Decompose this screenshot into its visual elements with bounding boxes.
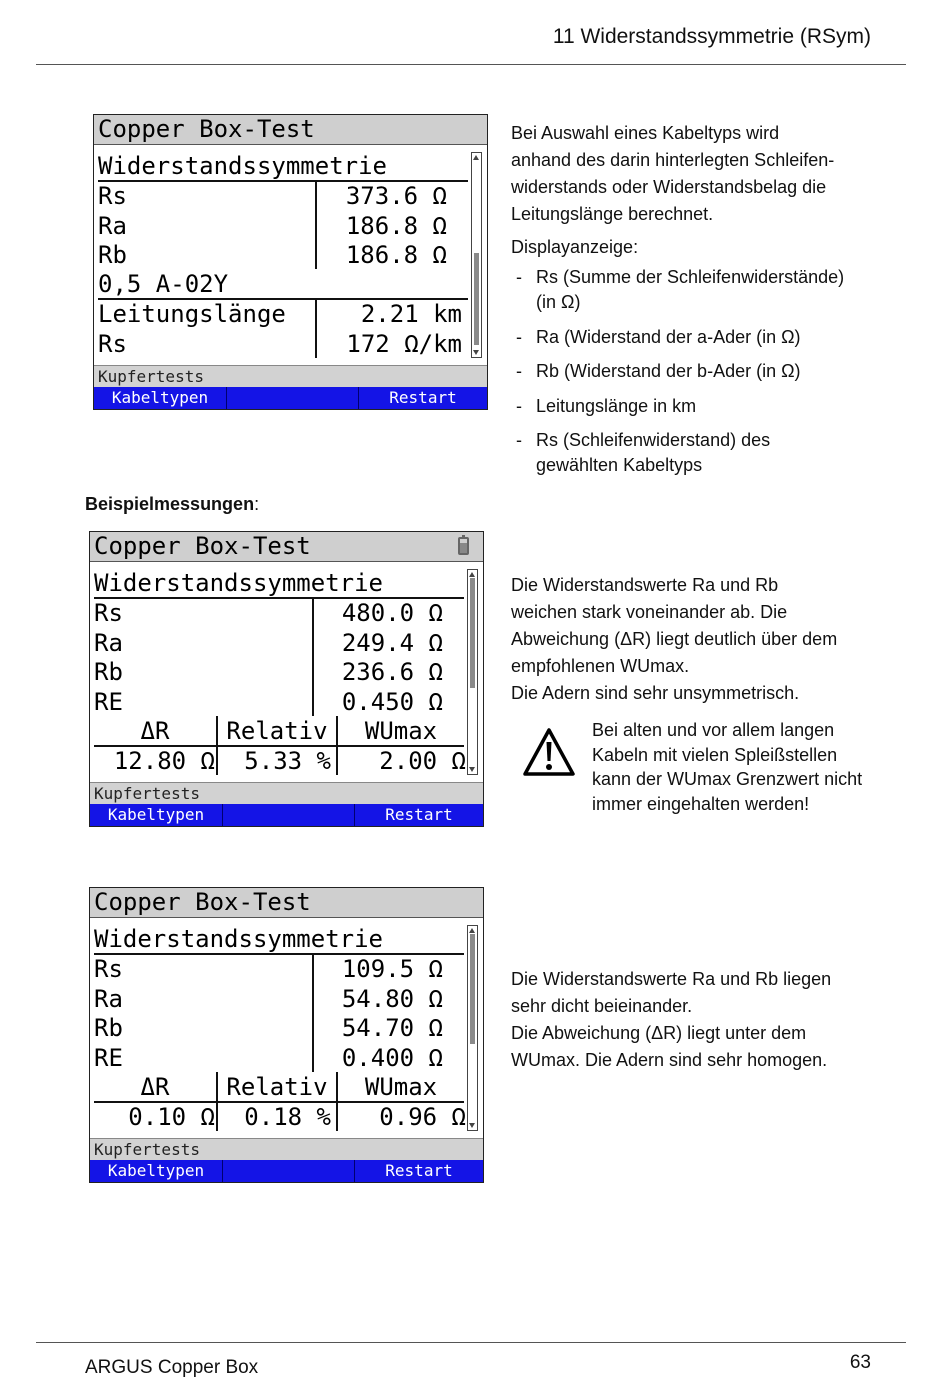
column-divider xyxy=(312,954,314,1072)
table-value-wumax: 0.96 Ω xyxy=(379,1103,466,1131)
list-item xyxy=(516,359,801,384)
screen-title-bar xyxy=(90,532,483,562)
footer-product-name: ARGUS Copper Box xyxy=(85,1357,259,1378)
row-label-ra: Ra xyxy=(94,985,123,1013)
row-label-ra: Ra xyxy=(94,629,123,657)
softkey-empty xyxy=(222,804,354,826)
row-value-rs: 480.0 Ω xyxy=(341,599,443,627)
scroll-up-arrow-icon xyxy=(469,572,475,577)
scrollbar-thumb[interactable] xyxy=(470,578,475,688)
row-label-rb: Rb xyxy=(94,658,123,686)
text-line: Kabeln mit vielen Spleißstellen xyxy=(592,744,838,765)
examples-heading xyxy=(85,491,259,518)
table-value-delta-r: 0.10 Ω xyxy=(128,1103,215,1131)
text-line: Die Widerstandswerte Ra und Rb xyxy=(511,575,779,595)
list-item-text: Leitungslänge in km xyxy=(536,396,697,416)
text-line: immer eingehalten werden! xyxy=(592,794,810,815)
page-number: 63 xyxy=(849,1352,871,1373)
list-marker: - xyxy=(516,396,522,416)
table-header-wumax: WUmax xyxy=(364,717,438,745)
list-item xyxy=(516,265,844,315)
list-item-text: (in Ω) xyxy=(536,292,581,312)
table-value-delta-r: 12.80 Ω xyxy=(113,747,215,775)
example-2-paragraph xyxy=(511,966,831,1074)
list-item-text: Rs (Summe der Schleifenwiderstände) xyxy=(536,267,845,287)
row-value-ra: 186.8 Ω xyxy=(345,212,447,240)
list-item xyxy=(516,325,801,350)
row-value-re: 0.400 Ω xyxy=(341,1044,443,1072)
row-label-rs: Rs xyxy=(94,599,123,627)
softkey-empty xyxy=(222,1160,354,1182)
row-label-rs: Rs xyxy=(94,955,123,983)
table-value-relativ: 0.18 % xyxy=(244,1103,331,1131)
text-line: sehr dicht beieinander. xyxy=(511,996,693,1016)
table-value-relativ: 5.33 % xyxy=(244,747,331,775)
list-item xyxy=(516,394,696,419)
status-text: Kupfertests xyxy=(94,784,200,803)
row-value-rb: 186.8 Ω xyxy=(345,241,447,269)
measurement-heading: Widerstandssymmetrie xyxy=(94,925,383,953)
list-item-text: gewählten Kabeltyps xyxy=(536,455,703,475)
row-label-rb: Rb xyxy=(98,241,127,269)
softkey-kabeltypen[interactable]: Kabeltypen xyxy=(107,805,205,824)
status-text: Kupfertests xyxy=(94,1140,200,1159)
examples-heading-colon: : xyxy=(254,494,260,514)
text-line: Leitungslänge berechnet. xyxy=(511,204,714,224)
softkey-empty xyxy=(226,387,358,409)
text-line: Bei Auswahl eines Kabeltyps wird xyxy=(511,123,780,143)
intro-paragraph xyxy=(511,120,834,228)
table-header-delta-r: ΔR xyxy=(140,1073,170,1101)
scroll-up-arrow-icon xyxy=(473,155,479,160)
row-label-rs: Rs xyxy=(98,182,127,210)
scrollbar-thumb[interactable] xyxy=(474,253,479,345)
scrollbar[interactable] xyxy=(467,925,478,1131)
row-label-length: Leitungslänge xyxy=(98,300,286,328)
text-line: kann der WUmax Grenzwert nicht xyxy=(592,769,863,790)
scroll-down-arrow-icon xyxy=(473,350,479,355)
screen-title-bar xyxy=(90,888,483,918)
row-label-ra: Ra xyxy=(98,212,127,240)
scroll-up-arrow-icon xyxy=(469,928,475,933)
list-marker: - xyxy=(516,361,522,381)
softkey-bar xyxy=(90,804,483,826)
warning-text xyxy=(592,718,862,817)
device-screen-example-unsymmetric xyxy=(89,531,484,827)
scroll-down-arrow-icon xyxy=(469,1123,475,1128)
table-value-wumax: 2.00 Ω xyxy=(379,747,466,775)
text-line: widerstands oder Widerstandsbelag die xyxy=(511,177,827,197)
cable-type: 0,5 A-02Y xyxy=(98,270,229,298)
row-value-ra: 249.4 Ω xyxy=(341,629,443,657)
text-line: Bei alten und vor allem langen xyxy=(592,720,835,740)
example-1-paragraph xyxy=(511,572,837,707)
measurement-heading: Widerstandssymmetrie xyxy=(94,569,383,597)
examples-heading-text: Beispielmessungen xyxy=(85,494,255,514)
row-value-rb: 54.70 Ω xyxy=(341,1014,443,1042)
list-marker: - xyxy=(516,327,522,347)
warning-triangle-icon xyxy=(522,727,576,778)
text-line: weichen stark voneinander ab. Die xyxy=(511,602,788,622)
screen-title-bar xyxy=(94,115,487,145)
softkey-kabeltypen[interactable]: Kabeltypen xyxy=(107,1161,205,1180)
status-bar xyxy=(94,365,487,387)
display-list-label: Displayanzeige: xyxy=(511,237,639,257)
scrollbar[interactable] xyxy=(471,152,482,358)
footer-rule xyxy=(36,1342,906,1343)
column-divider xyxy=(312,598,314,716)
row-value-rs: 109.5 Ω xyxy=(341,955,443,983)
row-label-re: RE xyxy=(94,688,123,716)
status-text: Kupfertests xyxy=(98,367,204,386)
scroll-down-arrow-icon xyxy=(469,767,475,772)
text-line: Die Abweichung (ΔR) liegt unter dem xyxy=(511,1023,807,1043)
measurement-heading: Widerstandssymmetrie xyxy=(98,152,387,180)
device-screen-cable-length xyxy=(93,114,488,410)
list-marker: - xyxy=(516,267,522,287)
list-marker: - xyxy=(516,430,522,450)
scrollbar-thumb[interactable] xyxy=(470,934,475,1044)
softkey-kabeltypen[interactable]: Kabeltypen xyxy=(111,388,209,407)
display-list-label-block xyxy=(511,234,638,261)
status-bar xyxy=(90,782,483,804)
row-value-rb: 236.6 Ω xyxy=(341,658,443,686)
screen-title: Copper Box-Test xyxy=(94,532,311,560)
table-header-relativ: Relativ xyxy=(226,717,328,745)
row-value-length: 2.21 km xyxy=(360,300,462,328)
list-item xyxy=(516,428,770,478)
scrollbar[interactable] xyxy=(467,569,478,775)
row-label-re: RE xyxy=(94,1044,123,1072)
softkey-restart[interactable]: Restart xyxy=(354,1160,483,1182)
text-line: anhand des darin hinterlegten Schleifen- xyxy=(511,150,835,170)
row-label-rs-per-km: Rs xyxy=(98,330,127,358)
row-value-rs-per-km: 172 Ω/km xyxy=(346,330,462,358)
row-value-rs: 373.6 Ω xyxy=(345,182,447,210)
device-screen-example-homogeneous xyxy=(89,887,484,1183)
row-value-re: 0.450 Ω xyxy=(341,688,443,716)
list-item-text: Rb (Widerstand der b-Ader (in Ω) xyxy=(536,361,801,381)
status-bar xyxy=(90,1138,483,1160)
row-label-rb: Rb xyxy=(94,1014,123,1042)
text-line: Die Adern sind sehr unsymmetrisch. xyxy=(511,683,800,703)
header-rule xyxy=(36,64,906,65)
battery-icon xyxy=(458,537,469,555)
text-line: empfohlenen WUmax. xyxy=(511,656,690,676)
text-line: Die Widerstandswerte Ra und Rb liegen xyxy=(511,969,832,989)
list-item-text: Rs (Schleifenwiderstand) des xyxy=(536,430,771,450)
row-value-ra: 54.80 Ω xyxy=(341,985,443,1013)
table-header-delta-r: ΔR xyxy=(140,717,170,745)
screen-title: Copper Box-Test xyxy=(94,888,311,916)
chapter-title: 11 Widerstandssymmetrie (RSym) xyxy=(552,25,871,48)
softkey-restart[interactable]: Restart xyxy=(354,804,483,826)
table-header-relativ: Relativ xyxy=(226,1073,328,1101)
softkey-bar xyxy=(90,1160,483,1182)
screen-title: Copper Box-Test xyxy=(98,115,315,143)
list-item-text: Ra (Widerstand der a-Ader (in Ω) xyxy=(536,327,801,347)
text-line: WUmax. Die Adern sind sehr homogen. xyxy=(511,1050,828,1070)
column-divider xyxy=(315,181,317,269)
softkey-bar xyxy=(94,387,487,409)
softkey-restart[interactable]: Restart xyxy=(358,387,487,409)
column-divider xyxy=(315,299,317,358)
text-line: Abweichung (ΔR) liegt deutlich über dem xyxy=(511,629,838,649)
table-header-wumax: WUmax xyxy=(364,1073,438,1101)
